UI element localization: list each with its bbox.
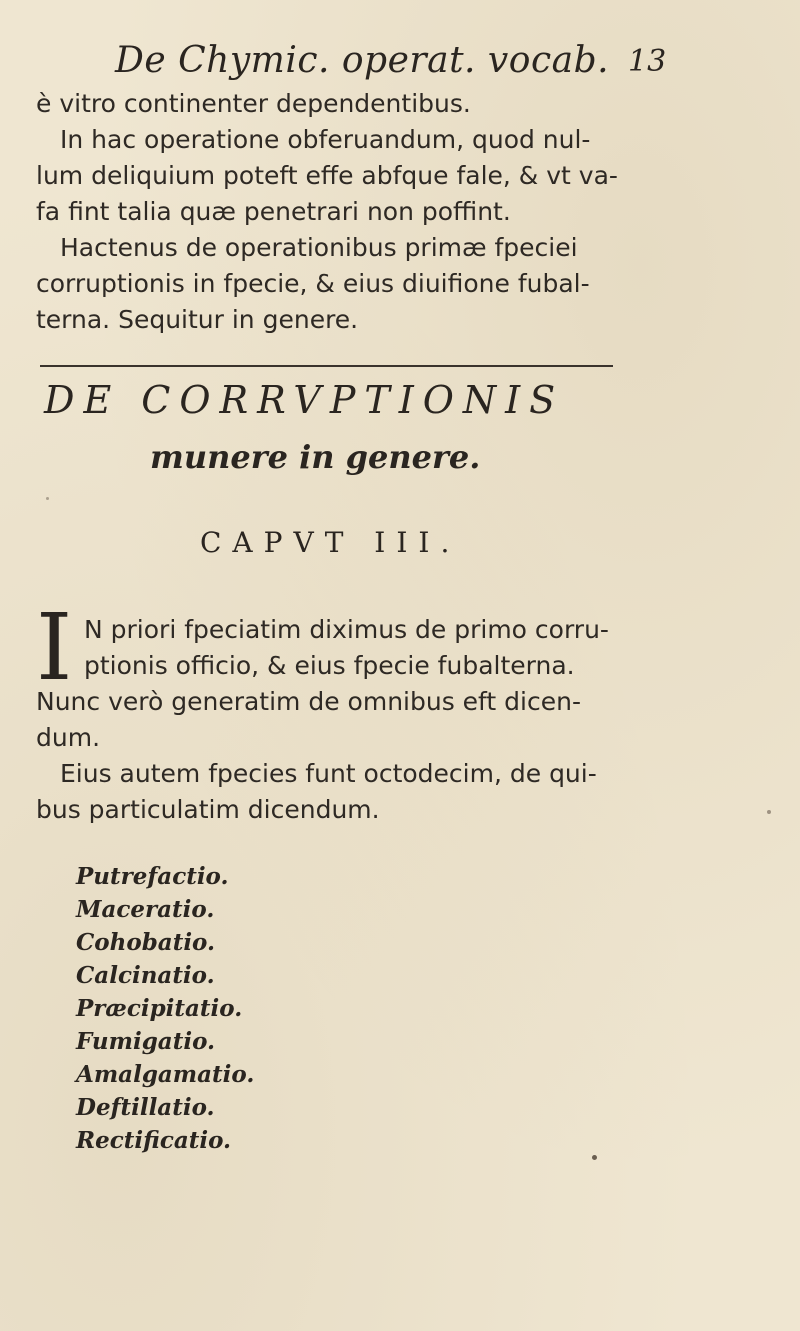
section-title: DE CORRVPTIONIS [44, 378, 565, 422]
running-head: De Chymic. operat. vocab. [115, 40, 610, 81]
list-item: Rectificatio. [76, 1127, 232, 1154]
list-item: Deftillatio. [76, 1094, 215, 1121]
list-item: Cohobatio. [76, 929, 215, 956]
paper-speck [46, 497, 49, 500]
section-divider [40, 365, 613, 367]
list-item: Fumigatio. [76, 1028, 216, 1055]
text-line: lum deliquium poteft effe abfque fale, & vt va- [36, 161, 618, 190]
text-line: dum. [36, 723, 101, 752]
list-item: Amalgamatio. [76, 1061, 255, 1088]
text-line: Hactenus de operationibus primæ fpeciei [60, 233, 578, 262]
intro-text [36, 86, 636, 338]
paragraph-lead [84, 612, 644, 684]
text-line: corruptionis in fpecie, & eius diuifione fubal- [36, 269, 590, 298]
text-line: ptionis officio, & eius fpecie fubalterna. [84, 651, 575, 680]
list-item: Putrefactio. [76, 863, 229, 890]
text-line: N priori fpeciatim diximus de primo corru- [84, 615, 609, 644]
paper-speck [592, 1155, 597, 1160]
page-number: 13 [628, 44, 667, 79]
list-item: Calcinatio. [76, 962, 215, 989]
text-line: In hac operatione obferuandum, quod nul- [60, 125, 591, 154]
text-line: bus particulatim dicendum. [36, 795, 380, 824]
chapter-heading: CAPVT III. [200, 526, 461, 559]
paper-speck [767, 810, 771, 814]
text-line: fa fint talia quæ penetrari non poffint. [36, 197, 511, 226]
paragraph-body [36, 684, 636, 828]
text-line: terna. Sequitur in genere. [36, 305, 359, 334]
section-subtitle: munere in genere. [150, 438, 481, 476]
list-item: Maceratio. [76, 896, 215, 923]
text-line: Nunc verò generatim de omnibus eft dicen- [36, 687, 581, 716]
text-line: Eius autem fpecies funt octodecim, de qui- [60, 759, 597, 788]
species-list [76, 860, 376, 1157]
drop-cap: I [36, 594, 73, 701]
text-line: è vitro continenter dependentibus. [36, 89, 471, 118]
list-item: Præcipitatio. [76, 995, 243, 1022]
